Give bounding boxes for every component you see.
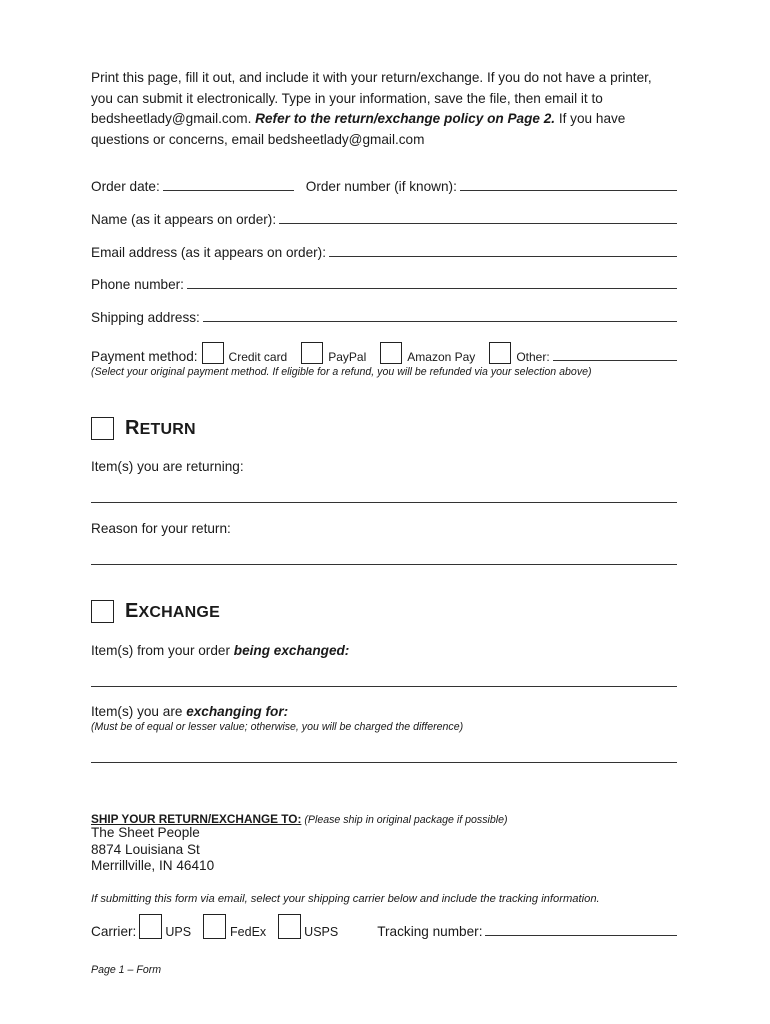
return-checkbox[interactable] [91, 417, 114, 440]
amazon-pay-label: Amazon Pay [407, 350, 476, 364]
usps-label: USPS [304, 925, 339, 939]
exchanged-items-emphasis: being exchanged: [233, 643, 350, 658]
carrier-note: If submitting this form via email, select your shipping carrier below and include the tracking information. [91, 893, 600, 905]
name-label: Name (as it appears on order): [91, 212, 277, 227]
ups-checkbox[interactable] [139, 914, 162, 939]
amazon-pay-checkbox[interactable] [380, 342, 402, 364]
exchange-heading [91, 600, 220, 623]
page-footer: Page 1 – Form [91, 964, 162, 976]
carrier-label: Carrier: [91, 924, 137, 939]
shipping-label: Shipping address: [91, 310, 200, 325]
paypal-label: PayPal [328, 350, 367, 364]
usps-checkbox[interactable] [278, 914, 301, 939]
order-number-label: Order number (if known): [305, 179, 457, 194]
return-title [125, 417, 196, 440]
returning-items-field[interactable] [91, 502, 677, 503]
carrier-row [91, 914, 677, 939]
shipping-row [91, 310, 677, 325]
ship-to-title: SHIP YOUR RETURN/EXCHANGE TO: [91, 812, 302, 826]
phone-label: Phone number: [91, 277, 184, 292]
return-reason-label: Reason for your return: [91, 521, 231, 536]
address-city: Merrillville, IN 46410 [91, 858, 215, 873]
exchange-for-field[interactable] [91, 762, 677, 763]
exchange-checkbox[interactable] [91, 600, 114, 623]
exchange-for-emphasis: exchanging for: [186, 704, 289, 719]
intro-policy-ref: Refer to the return/exchange policy on Page 2. [255, 111, 556, 126]
form-page [91, 68, 677, 976]
email-field[interactable] [329, 256, 677, 257]
exchange-title-rest: XCHANGE [138, 604, 220, 621]
return-heading [91, 417, 196, 440]
ups-label: UPS [165, 925, 192, 939]
intro-text: Print this page, fill it out, and include it with your return/exchange. If you do not have a printer, you can submit it electronically. Type in your information, save the file, then email it to bedsheetlady@gmail.com. [91, 70, 652, 126]
return-title-initial: R [125, 417, 140, 439]
exchanged-items-label [91, 643, 349, 658]
exchange-title-initial: E [125, 600, 139, 622]
order-date-field[interactable] [163, 190, 294, 191]
address-name: The Sheet People [91, 825, 200, 840]
other-field[interactable] [553, 360, 677, 361]
phone-field[interactable] [187, 288, 677, 289]
name-field[interactable] [279, 223, 677, 224]
address-street: 8874 Louisiana St [91, 841, 200, 857]
payment-note: (Select your original payment method. If eligible for a refund, you will be refunded via your selection above) [91, 366, 592, 378]
other-checkbox[interactable] [489, 342, 511, 364]
shipping-field[interactable] [203, 321, 677, 322]
tracking-label: Tracking number: [377, 924, 483, 939]
payment-label: Payment method: [91, 349, 198, 364]
name-row [91, 212, 677, 227]
payment-row [91, 342, 677, 364]
paypal-checkbox[interactable] [301, 342, 323, 364]
exchange-for-note: (Must be of equal or lesser value; otherwise, you will be charged the difference) [91, 721, 464, 733]
order-row [91, 179, 677, 194]
returning-items-label: Item(s) you are returning: [91, 459, 244, 474]
exchange-title [125, 600, 220, 623]
order-number-field[interactable] [460, 190, 677, 191]
email-row [91, 245, 677, 260]
ship-to-address [91, 825, 214, 875]
email-label: Email address (as it appears on order): [91, 245, 326, 260]
order-date-label: Order date: [91, 179, 160, 194]
return-title-rest: ETURN [139, 421, 196, 438]
fedex-checkbox[interactable] [203, 914, 226, 939]
other-label: Other: [516, 350, 550, 364]
credit-card-checkbox[interactable] [202, 342, 224, 364]
exchanged-items-field[interactable] [91, 686, 677, 687]
credit-card-label: Credit card [228, 350, 288, 364]
ship-to-hint: (Please ship in original package if possible) [301, 814, 508, 826]
intro-paragraph [91, 68, 677, 150]
phone-row [91, 277, 677, 292]
intro-contact: If you have questions or concerns, email bedsheetlady@gmail.com [91, 111, 626, 147]
tracking-field[interactable] [485, 935, 677, 936]
fedex-label: FedEx [230, 925, 267, 939]
return-reason-field[interactable] [91, 564, 677, 565]
exchanged-items-text: Item(s) from your order [91, 643, 234, 658]
exchange-for-text: Item(s) you are [91, 704, 187, 719]
exchange-for-label [91, 704, 288, 719]
